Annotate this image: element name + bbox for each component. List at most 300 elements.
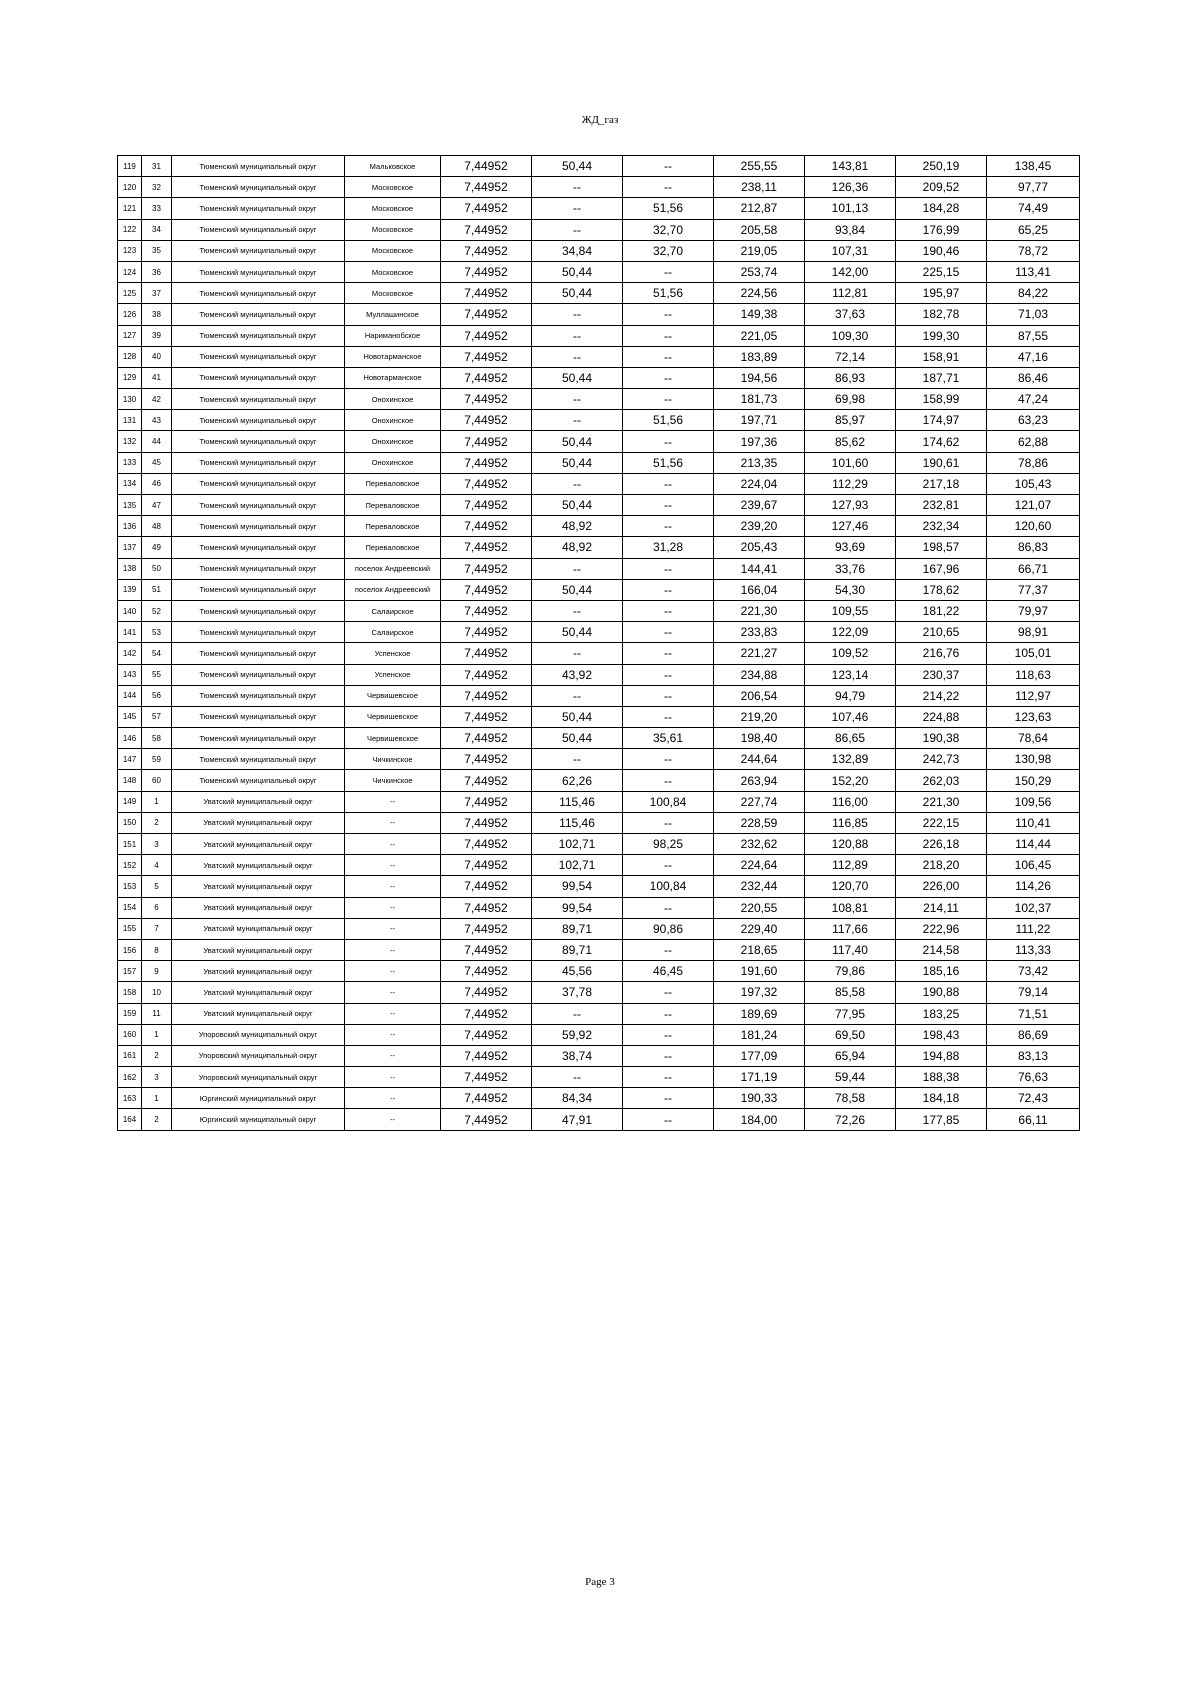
row-number-cell: 152 <box>118 855 142 876</box>
value-c-cell: 224,56 <box>714 283 805 304</box>
value-a-cell: 48,92 <box>532 516 623 537</box>
district-cell: Тюменский муниципальный округ <box>172 325 345 346</box>
index-cell: 57 <box>142 706 172 727</box>
value-f-cell: 111,22 <box>987 918 1080 939</box>
value-a-cell: -- <box>532 473 623 494</box>
value-b-cell: -- <box>623 600 714 621</box>
value-a-cell: 102,71 <box>532 834 623 855</box>
coef-cell: 7,44952 <box>441 1088 532 1109</box>
table-row <box>118 537 1080 558</box>
value-c-cell: 232,62 <box>714 834 805 855</box>
value-d-cell: 54,30 <box>805 579 896 600</box>
value-b-cell: 32,70 <box>623 219 714 240</box>
value-f-cell: 77,37 <box>987 579 1080 600</box>
value-f-cell: 86,46 <box>987 367 1080 388</box>
value-f-cell: 113,33 <box>987 939 1080 960</box>
table-row <box>118 770 1080 791</box>
settlement-cell: -- <box>345 897 441 918</box>
value-b-cell: -- <box>623 982 714 1003</box>
value-c-cell: 206,54 <box>714 685 805 706</box>
value-e-cell: 218,20 <box>896 855 987 876</box>
value-c-cell: 221,27 <box>714 643 805 664</box>
value-f-cell: 72,43 <box>987 1088 1080 1109</box>
district-cell: Тюменский муниципальный округ <box>172 770 345 791</box>
value-a-cell: 45,56 <box>532 961 623 982</box>
value-d-cell: 77,95 <box>805 1003 896 1024</box>
settlement-cell: -- <box>345 855 441 876</box>
coef-cell: 7,44952 <box>441 600 532 621</box>
value-e-cell: 210,65 <box>896 622 987 643</box>
coef-cell: 7,44952 <box>441 961 532 982</box>
value-f-cell: 123,63 <box>987 706 1080 727</box>
table-row <box>118 325 1080 346</box>
row-number-cell: 143 <box>118 664 142 685</box>
value-f-cell: 114,26 <box>987 876 1080 897</box>
value-e-cell: 184,28 <box>896 198 987 219</box>
value-b-cell: -- <box>623 367 714 388</box>
index-cell: 11 <box>142 1003 172 1024</box>
value-d-cell: 107,46 <box>805 706 896 727</box>
value-b-cell: -- <box>623 664 714 685</box>
table-row <box>118 304 1080 325</box>
settlement-cell: Московское <box>345 240 441 261</box>
value-d-cell: 108,81 <box>805 897 896 918</box>
row-number-cell: 138 <box>118 558 142 579</box>
value-a-cell: 115,46 <box>532 812 623 833</box>
value-c-cell: 190,33 <box>714 1088 805 1109</box>
row-number-cell: 142 <box>118 643 142 664</box>
value-d-cell: 93,84 <box>805 219 896 240</box>
index-cell: 46 <box>142 473 172 494</box>
coef-cell: 7,44952 <box>441 240 532 261</box>
settlement-cell: Московское <box>345 283 441 304</box>
row-number-cell: 148 <box>118 770 142 791</box>
district-cell: Тюменский муниципальный округ <box>172 600 345 621</box>
coef-cell: 7,44952 <box>441 177 532 198</box>
index-cell: 1 <box>142 791 172 812</box>
row-number-cell: 156 <box>118 939 142 960</box>
table-row <box>118 918 1080 939</box>
coef-cell: 7,44952 <box>441 389 532 410</box>
value-a-cell: 43,92 <box>532 664 623 685</box>
district-cell: Юргинский муниципальный округ <box>172 1109 345 1130</box>
value-e-cell: 214,11 <box>896 897 987 918</box>
settlement-cell: Успенское <box>345 664 441 685</box>
coef-cell: 7,44952 <box>441 728 532 749</box>
value-d-cell: 72,26 <box>805 1109 896 1130</box>
value-f-cell: 62,88 <box>987 431 1080 452</box>
index-cell: 50 <box>142 558 172 579</box>
value-d-cell: 152,20 <box>805 770 896 791</box>
value-d-cell: 127,93 <box>805 495 896 516</box>
value-e-cell: 199,30 <box>896 325 987 346</box>
index-cell: 45 <box>142 452 172 473</box>
value-b-cell: 51,56 <box>623 198 714 219</box>
value-c-cell: 238,11 <box>714 177 805 198</box>
value-d-cell: 93,69 <box>805 537 896 558</box>
table-row <box>118 749 1080 770</box>
district-cell: Тюменский муниципальный округ <box>172 198 345 219</box>
district-cell: Тюменский муниципальный округ <box>172 537 345 558</box>
value-c-cell: 144,41 <box>714 558 805 579</box>
coef-cell: 7,44952 <box>441 855 532 876</box>
coef-cell: 7,44952 <box>441 664 532 685</box>
row-number-cell: 136 <box>118 516 142 537</box>
row-number-cell: 146 <box>118 728 142 749</box>
value-f-cell: 83,13 <box>987 1045 1080 1066</box>
value-c-cell: 219,20 <box>714 706 805 727</box>
index-cell: 7 <box>142 918 172 939</box>
settlement-cell: -- <box>345 918 441 939</box>
value-d-cell: 112,89 <box>805 855 896 876</box>
table-row <box>118 389 1080 410</box>
value-c-cell: 177,09 <box>714 1045 805 1066</box>
coef-cell: 7,44952 <box>441 918 532 939</box>
value-a-cell: 50,44 <box>532 622 623 643</box>
value-b-cell: 100,84 <box>623 876 714 897</box>
table-row <box>118 982 1080 1003</box>
value-c-cell: 229,40 <box>714 918 805 939</box>
value-e-cell: 217,18 <box>896 473 987 494</box>
value-e-cell: 190,38 <box>896 728 987 749</box>
value-c-cell: 191,60 <box>714 961 805 982</box>
value-e-cell: 174,97 <box>896 410 987 431</box>
value-f-cell: 102,37 <box>987 897 1080 918</box>
row-number-cell: 157 <box>118 961 142 982</box>
value-c-cell: 221,05 <box>714 325 805 346</box>
value-b-cell: -- <box>623 706 714 727</box>
district-cell: Тюменский муниципальный округ <box>172 516 345 537</box>
value-b-cell: -- <box>623 939 714 960</box>
settlement-cell: Переваловское <box>345 495 441 516</box>
value-a-cell: 102,71 <box>532 855 623 876</box>
value-c-cell: 183,89 <box>714 346 805 367</box>
value-a-cell: 50,44 <box>532 452 623 473</box>
district-cell: Тюменский муниципальный округ <box>172 389 345 410</box>
coef-cell: 7,44952 <box>441 304 532 325</box>
value-c-cell: 220,55 <box>714 897 805 918</box>
value-c-cell: 255,55 <box>714 156 805 177</box>
value-a-cell: 99,54 <box>532 897 623 918</box>
value-b-cell: -- <box>623 749 714 770</box>
settlement-cell: Успенское <box>345 643 441 664</box>
coef-cell: 7,44952 <box>441 558 532 579</box>
value-d-cell: 116,00 <box>805 791 896 812</box>
value-f-cell: 73,42 <box>987 961 1080 982</box>
settlement-cell: -- <box>345 1109 441 1130</box>
district-cell: Упоровский муниципальный округ <box>172 1045 345 1066</box>
value-f-cell: 66,11 <box>987 1109 1080 1130</box>
value-b-cell: -- <box>623 1109 714 1130</box>
value-e-cell: 214,58 <box>896 939 987 960</box>
table-row <box>118 812 1080 833</box>
coef-cell: 7,44952 <box>441 1003 532 1024</box>
value-f-cell: 130,98 <box>987 749 1080 770</box>
value-f-cell: 150,29 <box>987 770 1080 791</box>
settlement-cell: Червишевское <box>345 706 441 727</box>
value-d-cell: 123,14 <box>805 664 896 685</box>
value-d-cell: 69,98 <box>805 389 896 410</box>
value-d-cell: 85,97 <box>805 410 896 431</box>
value-a-cell: 38,74 <box>532 1045 623 1066</box>
value-a-cell: 50,44 <box>532 495 623 516</box>
value-e-cell: 190,46 <box>896 240 987 261</box>
coef-cell: 7,44952 <box>441 473 532 494</box>
table-row <box>118 961 1080 982</box>
value-e-cell: 167,96 <box>896 558 987 579</box>
value-f-cell: 71,51 <box>987 1003 1080 1024</box>
value-e-cell: 185,16 <box>896 961 987 982</box>
row-number-cell: 155 <box>118 918 142 939</box>
table-row <box>118 495 1080 516</box>
row-number-cell: 161 <box>118 1045 142 1066</box>
district-cell: Тюменский муниципальный округ <box>172 622 345 643</box>
value-f-cell: 113,41 <box>987 261 1080 282</box>
row-number-cell: 128 <box>118 346 142 367</box>
value-f-cell: 79,14 <box>987 982 1080 1003</box>
value-b-cell: -- <box>623 685 714 706</box>
value-f-cell: 98,91 <box>987 622 1080 643</box>
row-number-cell: 130 <box>118 389 142 410</box>
value-b-cell: -- <box>623 897 714 918</box>
value-c-cell: 218,65 <box>714 939 805 960</box>
district-cell: Тюменский муниципальный округ <box>172 685 345 706</box>
value-a-cell: -- <box>532 410 623 431</box>
index-cell: 51 <box>142 579 172 600</box>
table-body <box>118 156 1080 1131</box>
row-number-cell: 162 <box>118 1067 142 1088</box>
district-cell: Уватский муниципальный округ <box>172 1003 345 1024</box>
value-f-cell: 97,77 <box>987 177 1080 198</box>
settlement-cell: Московское <box>345 198 441 219</box>
settlement-cell: -- <box>345 961 441 982</box>
value-a-cell: -- <box>532 198 623 219</box>
value-e-cell: 221,30 <box>896 791 987 812</box>
value-d-cell: 109,30 <box>805 325 896 346</box>
coef-cell: 7,44952 <box>441 897 532 918</box>
table-row <box>118 939 1080 960</box>
value-d-cell: 116,85 <box>805 812 896 833</box>
value-e-cell: 209,52 <box>896 177 987 198</box>
table-row <box>118 516 1080 537</box>
value-c-cell: 227,74 <box>714 791 805 812</box>
value-e-cell: 242,73 <box>896 749 987 770</box>
value-d-cell: 86,65 <box>805 728 896 749</box>
value-b-cell: -- <box>623 389 714 410</box>
value-b-cell: 90,86 <box>623 918 714 939</box>
value-e-cell: 198,57 <box>896 537 987 558</box>
value-c-cell: 198,40 <box>714 728 805 749</box>
coef-cell: 7,44952 <box>441 283 532 304</box>
value-b-cell: -- <box>623 325 714 346</box>
value-a-cell: -- <box>532 177 623 198</box>
table-row <box>118 728 1080 749</box>
value-a-cell: -- <box>532 600 623 621</box>
value-b-cell: -- <box>623 855 714 876</box>
value-f-cell: 112,97 <box>987 685 1080 706</box>
value-a-cell: 62,26 <box>532 770 623 791</box>
value-a-cell: -- <box>532 558 623 579</box>
row-number-cell: 151 <box>118 834 142 855</box>
district-cell: Упоровский муниципальный округ <box>172 1024 345 1045</box>
settlement-cell: -- <box>345 939 441 960</box>
table-row <box>118 219 1080 240</box>
table-row <box>118 897 1080 918</box>
district-cell: Тюменский муниципальный округ <box>172 346 345 367</box>
value-d-cell: 78,58 <box>805 1088 896 1109</box>
value-f-cell: 79,97 <box>987 600 1080 621</box>
value-d-cell: 109,55 <box>805 600 896 621</box>
table-row <box>118 410 1080 431</box>
index-cell: 32 <box>142 177 172 198</box>
settlement-cell: -- <box>345 1067 441 1088</box>
value-d-cell: 143,81 <box>805 156 896 177</box>
district-cell: Юргинский муниципальный округ <box>172 1088 345 1109</box>
index-cell: 2 <box>142 1045 172 1066</box>
data-table <box>117 155 1080 1131</box>
value-b-cell: -- <box>623 1003 714 1024</box>
value-f-cell: 109,56 <box>987 791 1080 812</box>
value-b-cell: -- <box>623 579 714 600</box>
row-number-cell: 124 <box>118 261 142 282</box>
value-a-cell: 50,44 <box>532 706 623 727</box>
value-b-cell: -- <box>623 770 714 791</box>
value-d-cell: 132,89 <box>805 749 896 770</box>
value-f-cell: 86,69 <box>987 1024 1080 1045</box>
value-c-cell: 166,04 <box>714 579 805 600</box>
settlement-cell: -- <box>345 1088 441 1109</box>
value-a-cell: 37,78 <box>532 982 623 1003</box>
value-d-cell: 59,44 <box>805 1067 896 1088</box>
value-c-cell: 219,05 <box>714 240 805 261</box>
value-a-cell: 50,44 <box>532 579 623 600</box>
value-d-cell: 86,93 <box>805 367 896 388</box>
index-cell: 35 <box>142 240 172 261</box>
index-cell: 47 <box>142 495 172 516</box>
coef-cell: 7,44952 <box>441 770 532 791</box>
settlement-cell: Муллашинское <box>345 304 441 325</box>
settlement-cell: Переваловское <box>345 473 441 494</box>
value-e-cell: 198,43 <box>896 1024 987 1045</box>
row-number-cell: 159 <box>118 1003 142 1024</box>
row-number-cell: 127 <box>118 325 142 346</box>
value-b-cell: 100,84 <box>623 791 714 812</box>
value-e-cell: 226,00 <box>896 876 987 897</box>
index-cell: 31 <box>142 156 172 177</box>
value-a-cell: 99,54 <box>532 876 623 897</box>
index-cell: 39 <box>142 325 172 346</box>
value-a-cell: -- <box>532 643 623 664</box>
coef-cell: 7,44952 <box>441 198 532 219</box>
district-cell: Тюменский муниципальный округ <box>172 579 345 600</box>
row-number-cell: 141 <box>118 622 142 643</box>
value-d-cell: 112,29 <box>805 473 896 494</box>
index-cell: 37 <box>142 283 172 304</box>
coef-cell: 7,44952 <box>441 685 532 706</box>
value-e-cell: 158,91 <box>896 346 987 367</box>
value-e-cell: 177,85 <box>896 1109 987 1130</box>
value-a-cell: 48,92 <box>532 537 623 558</box>
district-cell: Упоровский муниципальный округ <box>172 1067 345 1088</box>
index-cell: 38 <box>142 304 172 325</box>
index-cell: 2 <box>142 812 172 833</box>
value-b-cell: -- <box>623 431 714 452</box>
value-a-cell: 50,44 <box>532 728 623 749</box>
coef-cell: 7,44952 <box>441 219 532 240</box>
value-b-cell: 31,28 <box>623 537 714 558</box>
district-cell: Тюменский муниципальный округ <box>172 156 345 177</box>
table-row <box>118 367 1080 388</box>
table-row <box>118 706 1080 727</box>
coef-cell: 7,44952 <box>441 410 532 431</box>
value-f-cell: 65,25 <box>987 219 1080 240</box>
value-a-cell: -- <box>532 749 623 770</box>
coef-cell: 7,44952 <box>441 1024 532 1045</box>
coef-cell: 7,44952 <box>441 982 532 1003</box>
table-row <box>118 1067 1080 1088</box>
value-a-cell: 89,71 <box>532 918 623 939</box>
value-e-cell: 174,62 <box>896 431 987 452</box>
value-e-cell: 224,88 <box>896 706 987 727</box>
coef-cell: 7,44952 <box>441 452 532 473</box>
coef-cell: 7,44952 <box>441 706 532 727</box>
value-f-cell: 87,55 <box>987 325 1080 346</box>
table-row <box>118 579 1080 600</box>
settlement-cell: Онохинское <box>345 389 441 410</box>
value-c-cell: 197,36 <box>714 431 805 452</box>
value-d-cell: 94,79 <box>805 685 896 706</box>
row-number-cell: 123 <box>118 240 142 261</box>
settlement-cell: Салаирское <box>345 622 441 643</box>
value-b-cell: 51,56 <box>623 452 714 473</box>
index-cell: 1 <box>142 1088 172 1109</box>
table-row <box>118 452 1080 473</box>
settlement-cell: -- <box>345 791 441 812</box>
page-footer-number: Page 3 <box>585 1576 615 1588</box>
value-a-cell: 59,92 <box>532 1024 623 1045</box>
index-cell: 49 <box>142 537 172 558</box>
settlement-cell: поселок Андреевский <box>345 579 441 600</box>
coef-cell: 7,44952 <box>441 1045 532 1066</box>
district-cell: Тюменский муниципальный округ <box>172 728 345 749</box>
district-cell: Уватский муниципальный округ <box>172 834 345 855</box>
settlement-cell: Мальковское <box>345 156 441 177</box>
value-f-cell: 47,16 <box>987 346 1080 367</box>
index-cell: 40 <box>142 346 172 367</box>
value-b-cell: -- <box>623 558 714 579</box>
value-c-cell: 232,44 <box>714 876 805 897</box>
settlement-cell: поселок Андреевский <box>345 558 441 579</box>
value-e-cell: 230,37 <box>896 664 987 685</box>
table-row <box>118 791 1080 812</box>
value-c-cell: 212,87 <box>714 198 805 219</box>
value-f-cell: 78,72 <box>987 240 1080 261</box>
value-d-cell: 120,70 <box>805 876 896 897</box>
settlement-cell: Московское <box>345 219 441 240</box>
value-a-cell: 115,46 <box>532 791 623 812</box>
district-cell: Тюменский муниципальный округ <box>172 283 345 304</box>
row-number-cell: 137 <box>118 537 142 558</box>
value-d-cell: 65,94 <box>805 1045 896 1066</box>
value-d-cell: 117,66 <box>805 918 896 939</box>
value-b-cell: -- <box>623 1024 714 1045</box>
value-d-cell: 37,63 <box>805 304 896 325</box>
value-a-cell: 50,44 <box>532 431 623 452</box>
coef-cell: 7,44952 <box>441 156 532 177</box>
value-d-cell: 122,09 <box>805 622 896 643</box>
table-row <box>118 431 1080 452</box>
value-e-cell: 181,22 <box>896 600 987 621</box>
